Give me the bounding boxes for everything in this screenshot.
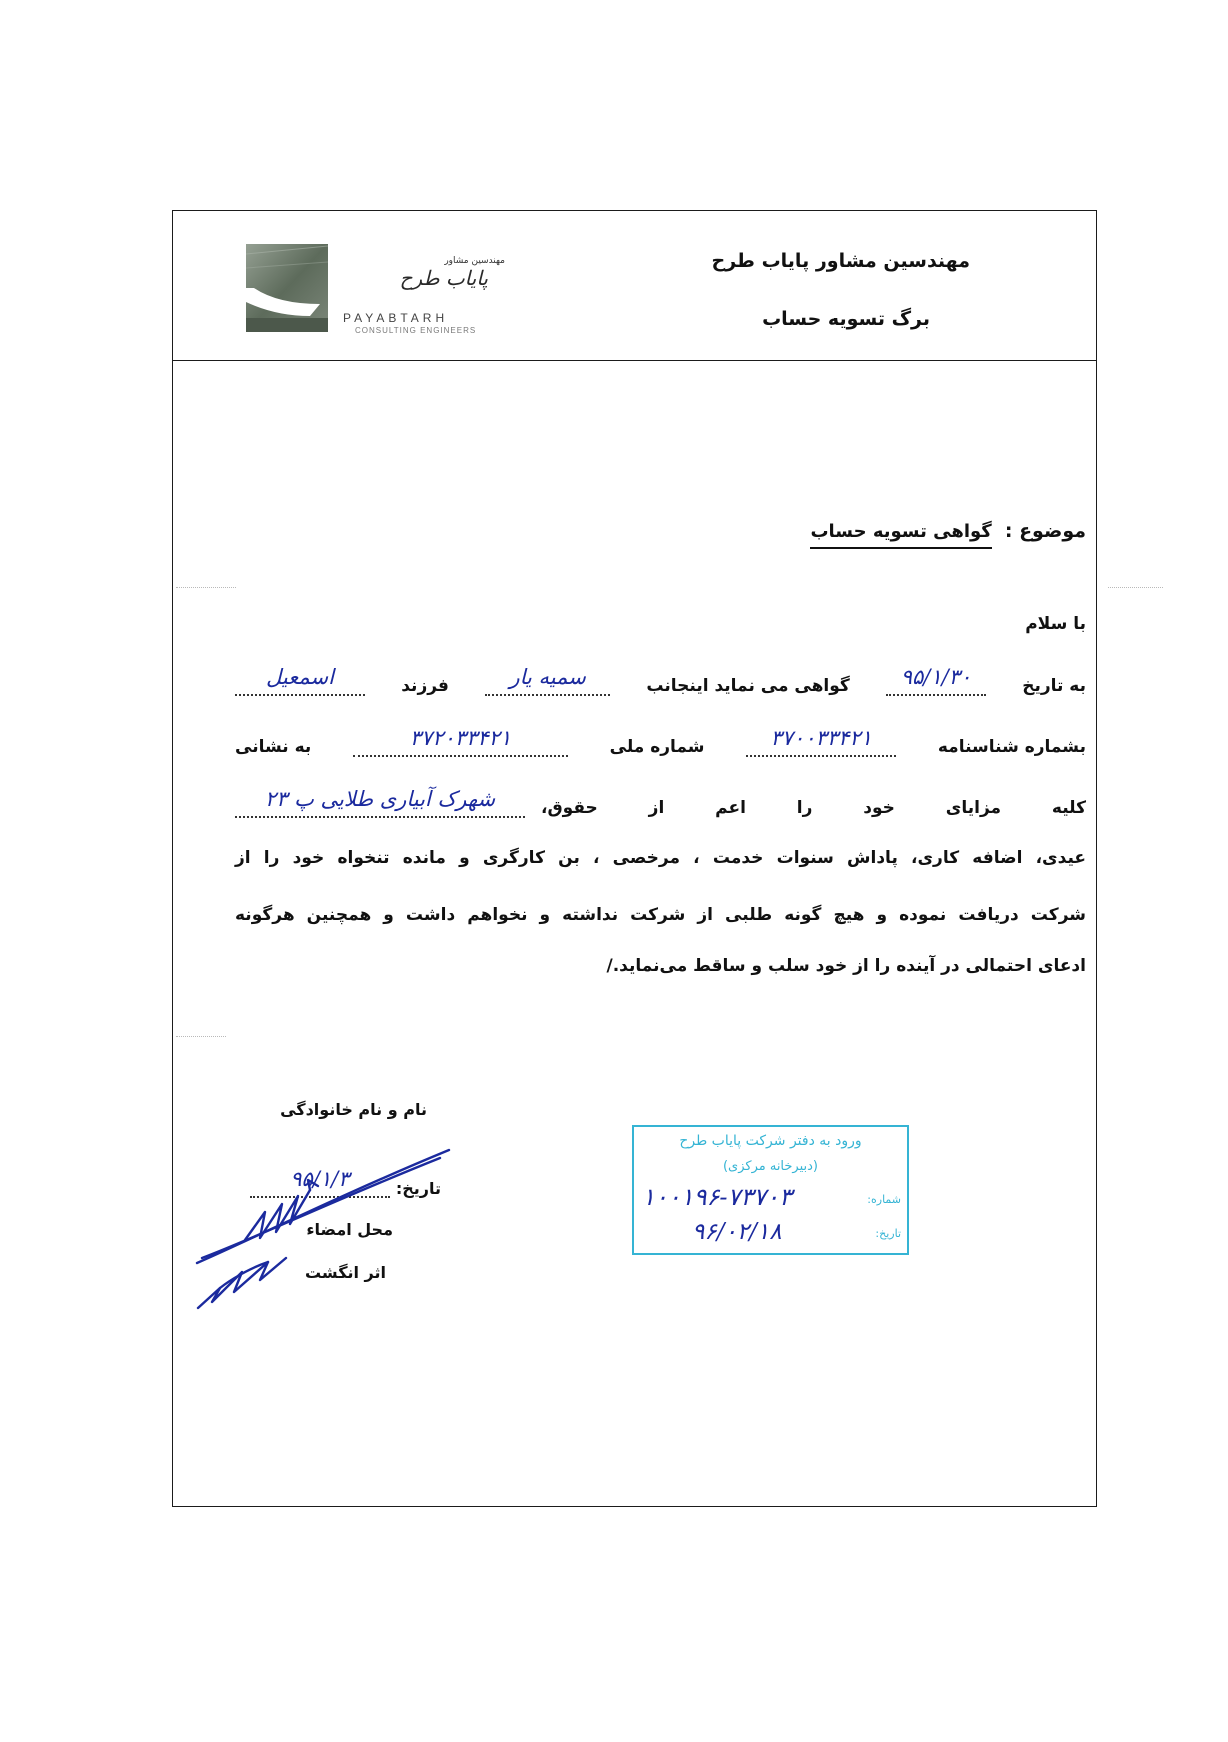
body-line-3 — [235, 784, 1086, 818]
stamp-number-value: ۱۰۰۱۹۶-۷۳۷۰۳ — [642, 1183, 792, 1211]
full-name-label: نام و نام خانوادگی — [280, 1100, 427, 1119]
body-line-6: ادعای احتمالی در آینده را از خود سلب و ساقط می‌نماید./ — [606, 956, 1086, 976]
logo-mark-icon — [246, 244, 328, 332]
logo-english-subtitle: CONSULTING ENGINEERS — [355, 326, 477, 335]
date-field — [886, 664, 986, 696]
father-name-field — [235, 664, 365, 696]
national-id-field — [353, 725, 568, 757]
signature-date-value: ۹۵/۱/۳ — [290, 1167, 350, 1191]
stamp-subtitle: (دبیرخانه مرکزی) — [722, 1159, 819, 1174]
father-name-value: اسمعیل — [266, 665, 334, 689]
company-name: مهندسین مشاور پایاب طرح — [711, 250, 970, 272]
address-label: به نشانی — [235, 737, 312, 757]
body-line-5: شرکت دریافت نموده و هیچ گونه طلبی از شرکت نداشته و نخواهم داشت و همچنین هرگونه — [235, 905, 1086, 925]
national-id-label: شماره ملی — [609, 737, 705, 757]
company-logo — [246, 244, 328, 332]
child-label: فرزند — [401, 676, 449, 696]
stamp-title: ورود به دفتر شرکت پایاب طرح — [679, 1133, 862, 1149]
logo-persian-subtitle: مهندسین مشاور — [444, 256, 505, 266]
date-label: به تاریخ — [1022, 676, 1086, 696]
benefits-text: کلیه مزایای خود را اعم از حقوق، — [541, 798, 1086, 818]
address-field — [235, 786, 525, 818]
signature-date-label: تاریخ: — [395, 1179, 441, 1198]
body-line-4: عیدی، اضافه کاری، پاداش سنوات خدمت ، مرخصی ، بن کارگری و مانده تنخواه خود را از — [235, 848, 1086, 868]
registry-stamp — [632, 1125, 909, 1255]
logo-english-name: PAYABTARH — [343, 311, 449, 325]
handwritten-signature — [190, 1140, 460, 1320]
greeting: با سلام — [1025, 614, 1086, 634]
id-number-field — [746, 725, 896, 757]
subject-value: گواهی تسویه حساب — [810, 521, 991, 549]
header-divider — [172, 360, 1097, 361]
id-label: بشماره شناسنامه — [937, 737, 1086, 757]
signature-place-label: محل امضاء — [306, 1220, 393, 1239]
certify-text: گواهی می نماید اینجانب — [646, 676, 850, 696]
id-number-value: ۳۷۰۰۳۳۴۲۱ — [770, 726, 872, 750]
name-value: سمیه یار — [509, 665, 586, 689]
national-id-value: ۳۷۲۰۳۳۴۲۱ — [409, 726, 512, 750]
subject-line — [810, 520, 1086, 549]
fingerprint-label: اثر انگشت — [304, 1263, 386, 1282]
stamp-date-label: تاریخ: — [875, 1227, 901, 1240]
address-value: شهرک آبیاری طلایی پ ۲۳ — [264, 787, 496, 811]
stamp-number-label: شماره: — [867, 1193, 901, 1206]
logo-persian-name: پایاب طرح — [399, 266, 488, 290]
body-line-2 — [235, 723, 1086, 757]
scan-mark — [1108, 587, 1163, 588]
subject-label: موضوع : — [1004, 520, 1086, 542]
name-field — [485, 664, 610, 696]
date-value: ۹۵/۱/۳۰ — [900, 665, 972, 689]
body-line-1 — [235, 662, 1086, 696]
stamp-date-value: ۹۶/۰۲/۱۸ — [692, 1219, 782, 1245]
form-title: برگ تسویه حساب — [762, 308, 930, 330]
